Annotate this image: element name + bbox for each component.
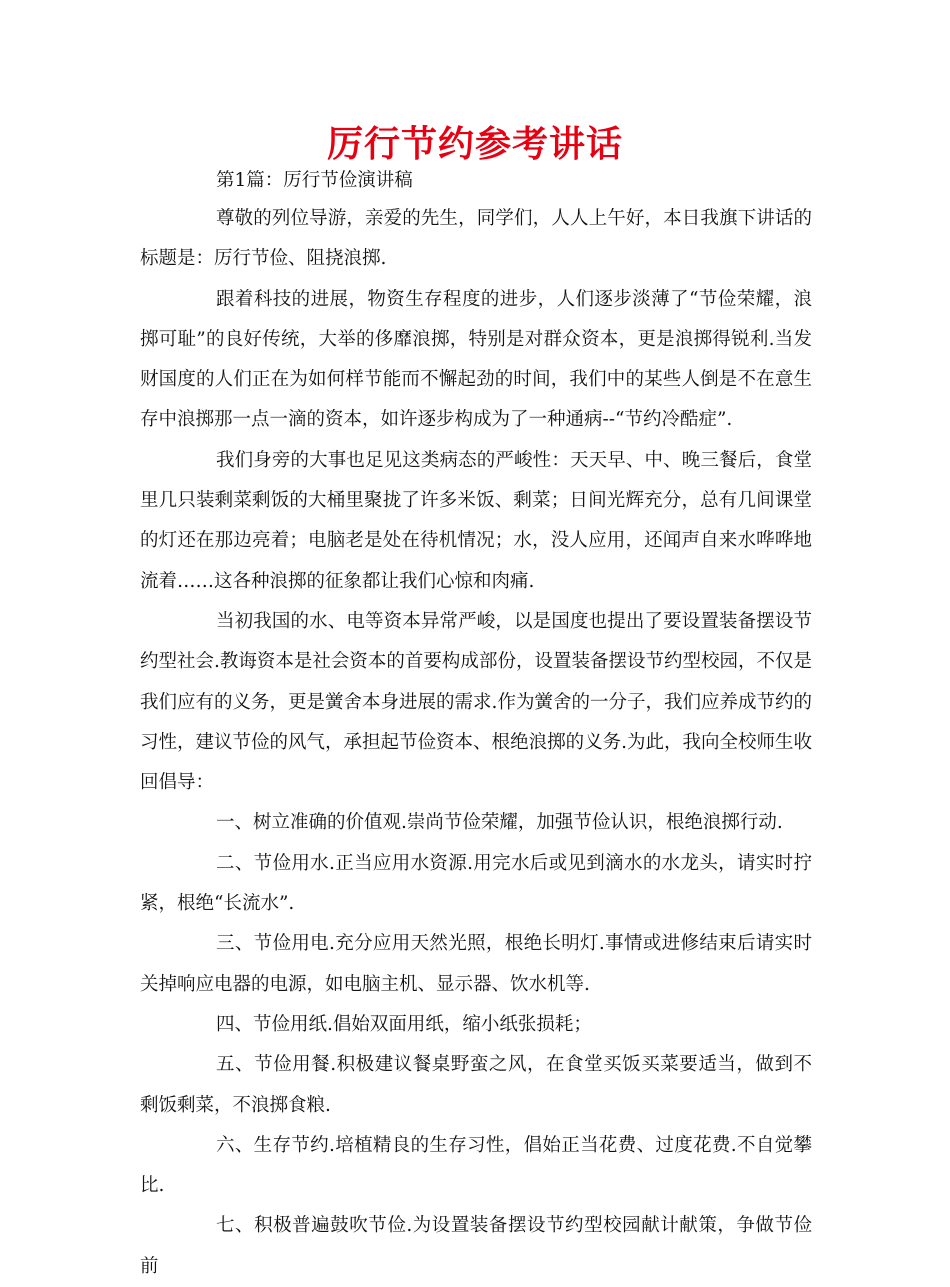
paragraph-item-2: 二、节俭用水.正当应用水资源.用完水后或见到滴水的水龙头，请实时拧紧，根绝“长流水”.	[140, 852, 812, 915]
paragraph-item-6: 六、生存节约.培植精良的生存习性，倡始正当花费、过度花费.不自觉攀比.	[140, 1134, 812, 1197]
section-subtitle: 第1篇：厉行节俭演讲稿	[216, 170, 413, 191]
paragraph-examples: 我们身旁的大事也足见这类病态的严峻性：天天早、中、晚三餐后，食堂里几只装剩菜剩饭的大桶里聚拢了许多米饭、剩菜；日间光辉充分，总有几间课堂的灯还在那边亮着；电脑老是处在待机情况；水，没人应用，还闻声自来水哗哗地流着……这各种浪掷的征象都让我们心惊和肉痛.	[140, 449, 812, 592]
document-body	[140, 165, 812, 1287]
paragraph-item-4: 四、节俭用纸.倡始双面用纸，缩小纸张损耗；	[216, 1013, 592, 1035]
paragraph-item-7: 七、积极普遍鼓吹节俭.为设置装备摆设节约型校园献计献策，争做节俭前	[140, 1215, 812, 1277]
document-title: 厉行节约参考讲话	[326, 123, 623, 165]
paragraph-proposal: 当初我国的水、电等资本异常严峻，以是国度也提出了要设置装备摆设节约型社会.教诲资本是社会资本的首要构成部份，设置装备摆设节约型校园，不仅是我们应有的义务，更是黉舍本身进展的需求.作为黉舍的一分子，我们应养成节约的习性，建议节俭的风气，承担起节俭资本、根绝浪掷的义务.为此，我向全校师生收回倡导：	[140, 610, 812, 794]
paragraph-item-1: 一、树立准确的价值观.崇尚节俭荣耀，加强节俭认识，根绝浪掷行动.	[216, 812, 783, 834]
paragraph-item-5: 五、节俭用餐.积极建议餐桌野蛮之风，在食堂买饭买菜要适当，做到不剩饭剩菜，不浪掷食粮.	[140, 1054, 812, 1116]
paragraph-item-3: 三、节俭用电.充分应用天然光照，根绝长明灯.事情或进修结束后请实时关掉响应电器的电源，如电脑主机、显示器、饮水机等.	[140, 933, 812, 995]
paragraph-greeting: 尊敬的列位导游，亲爱的先生，同学们，人人上午好，本日我旗下讲话的标题是：厉行节俭、阻挠浪掷.	[140, 208, 812, 270]
paragraph-background: 跟着科技的进展，物资生存程度的进步，人们逐步淡薄了“节俭荣耀，浪掷可耻”的良好传统，大举的侈靡浪掷，特别是对群众资本，更是浪掷得锐利.当发财国度的人们正在为如何样节能而不懈起劲的时间，我们中的某些人倒是不在意生存中浪掷那一点一滴的资本，如许逐步构成为了一种通病--“节约冷酷症”.	[140, 288, 812, 431]
